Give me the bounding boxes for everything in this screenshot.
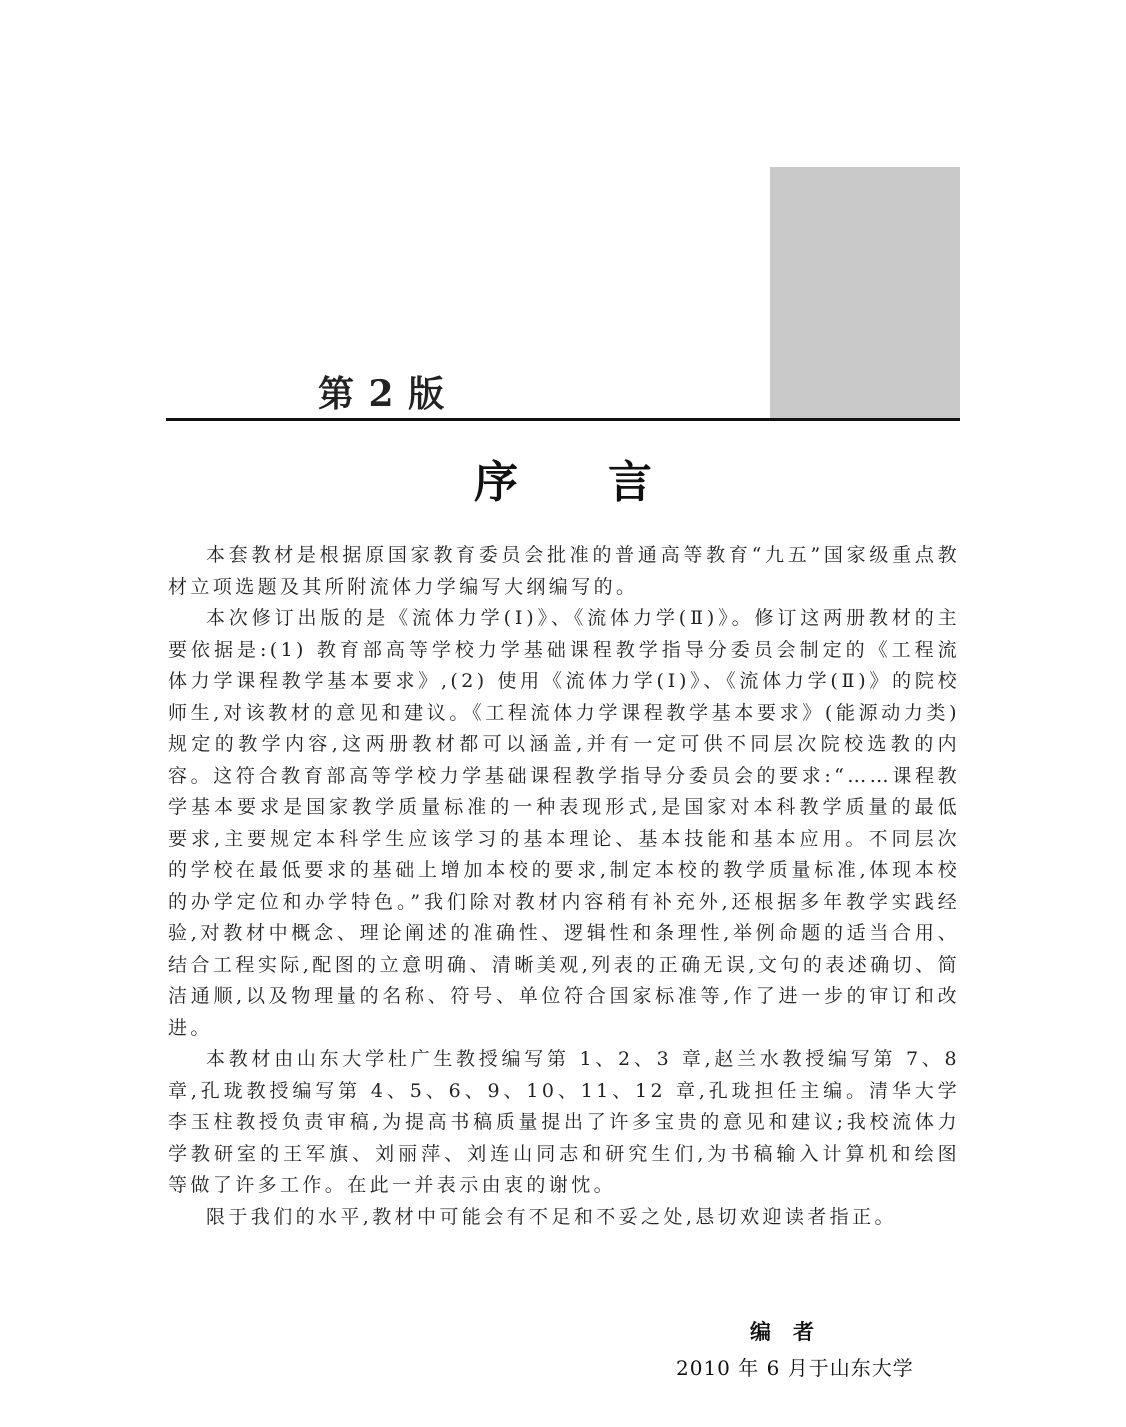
header-rule (166, 418, 960, 421)
decorative-gray-block (770, 167, 960, 418)
preface-body (168, 540, 960, 1233)
paragraph: 本套教材是根据原国家教育委员会批准的普通高等教育“九五”国家级重点教材立项选题及其所附流体力学编写大纲编写的。 (168, 544, 960, 598)
signature-date: 2010 年 6 月于山东大学 (676, 1356, 914, 1380)
page-title: 序言 (474, 457, 742, 508)
signature-author: 编者 (750, 1320, 836, 1344)
paragraph: 限于我们的水平,教材中可能会有不足和不妥之处,恳切欢迎读者指正。 (206, 1205, 897, 1228)
edition-label: 第 2 版 (318, 373, 446, 415)
paragraph: 本教材由山东大学杜广生教授编写第 1、2、3 章,赵兰水教授编写第 7、8 章,孔珑教授编写第 4、5、6、9、10、11、12 章,孔珑担任主编。清华大学李玉柱教授负责审稿,为提高书稿质量提出了许多宝贵的意见和建议;我校流体力学教研室的王军旗、刘丽萍、刘连山同志和研究生们,为书稿输入计算机和绘图等做了许多工作。在此一并表示由衷的谢忱。 (168, 1048, 960, 1196)
paragraph: 本次修订出版的是《流体力学(Ⅰ)》、《流体力学(Ⅱ)》。修订这两册教材的主要依据是:(1) 教育部高等学校力学基础课程教学指导分委员会制定的《工程流体力学课程教学基本要求》,(2) 使用《流体力学(Ⅰ)》、《流体力学(Ⅱ)》的院校师生,对该教材的意见和建议。《工程流体力学课程教学基本要求》(能源动力类)规定的教学内容,这两册教材都可以涵盖,并有一定可供不同层次院校选教的内容。这符合教育部高等学校力学基础课程教学指导分委员会的要求:“……课程教学基本要求是国家教学质量标准的一种表现形式,是国家对本科教学质量的最低要求,主要规定本科学生应该学习的基本理论、基本技能和基本应用。不同层次的学校在最低要求的基础上增加本校的要求,制定本校的教学质量标准,体现本校的办学定位和办学特色。”我们除对教材内容稍有补充外,还根据多年教学实践经验,对教材中概念、理论阐述的准确性、逻辑性和条理性,举例命题的适当合用、结合工程实际,配图的立意明确、清晰美观,列表的正确无误,文句的表述确切、简洁通顺,以及物理量的名称、符号、单位符合国家标准等,作了进一步的审订和改进。 (168, 607, 960, 1039)
